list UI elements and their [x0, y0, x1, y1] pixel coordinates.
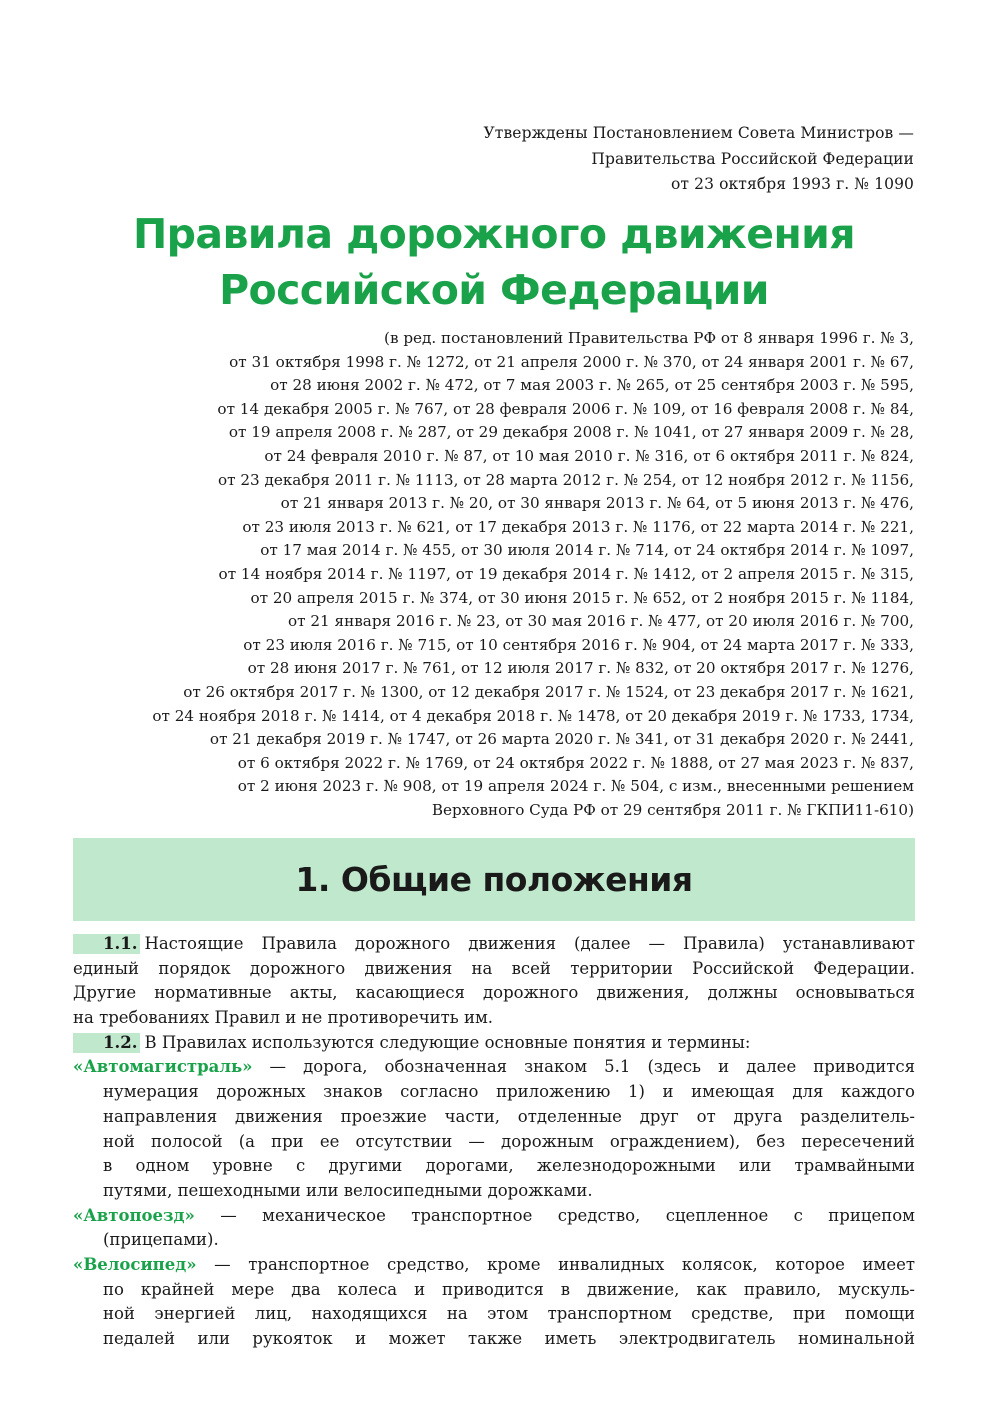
amendment-line: от 21 января 2013 г. № 20, от 30 января 2013 г. № 64, от 5 июня 2013 г. № 476,: [280, 494, 914, 513]
title-line: Правила дорожного движения: [132, 210, 856, 258]
term-definition: — дорога, обозначенная знаком 5.1 (здесь и далее приводится: [252, 1057, 915, 1077]
amendment-line: от 19 апреля 2008 г. № 287, от 29 декабря 2008 г. № 1041, от 27 января 2009 г. № 28,: [228, 423, 914, 442]
approval-note: [354, 121, 914, 198]
amendment-line: от 21 декабря 2019 г. № 1747, от 26 марта 2020 г. № 341, от 31 декабря 2020 г. № 2441,: [209, 730, 914, 749]
paragraph-line: Другие нормативные акты, касающиеся дорожного движения, должны основываться: [73, 983, 915, 1003]
amendment-line: от 24 ноября 2018 г. № 1414, от 4 декабря 2018 г. № 1478, от 20 декабря 2019 г. № 1733, 1734,: [152, 706, 914, 725]
term-line: ной полосой (а при ее отсутствии — дорожным ограждением), без пересечений: [103, 1131, 915, 1151]
amendment-line: от 26 октября 2017 г. № 1300, от 12 декабря 2017 г. № 1524, от 23 декабря 2017 г. № 1621,: [183, 682, 914, 701]
document-title: [74, 206, 914, 318]
paragraph-line: единый порядок дорожного движения на всей территории Российской Федерации.: [73, 958, 915, 978]
amendment-line: от 23 июля 2013 г. № 621, от 17 декабря 2013 г. № 1176, от 22 марта 2014 г. № 221,: [242, 517, 914, 536]
section-title: 1. Общие положения: [295, 860, 693, 899]
paragraph-line: [73, 1031, 915, 1056]
approval-line: Правительства Российской Федерации: [591, 149, 914, 168]
term-line: нумерация дорожных знаков согласно приложению 1) и имеющая для каждого: [103, 1082, 915, 1102]
paragraph-number: 1.1.: [73, 934, 140, 954]
amendment-line: от 28 июня 2017 г. № 761, от 12 июля 2017 г. № 832, от 20 октября 2017 г. № 1276,: [247, 659, 914, 678]
paragraph-text: Настоящие Правила дорожного движения (далее — Правила) устанавливают: [144, 934, 915, 953]
amendment-line: от 31 октября 1998 г. № 1272, от 21 апреля 2000 г. № 370, от 24 января 2001 г. № 67,: [229, 352, 914, 371]
section-body: [73, 932, 915, 1352]
amendment-line: от 6 октября 2022 г. № 1769, от 24 октября 2022 г. № 1888, от 27 мая 2023 г. № 837,: [237, 753, 914, 772]
term-name: «Автомагистраль»: [73, 1057, 253, 1077]
term-line: [73, 1055, 915, 1080]
amendment-line: от 14 ноября 2014 г. № 1197, от 19 декабря 2014 г. № 1412, от 2 апреля 2015 г. № 315,: [218, 564, 914, 583]
term-name: «Автопоезд»: [73, 1205, 195, 1225]
term-line: направления движения проезжие части, отделенные друг от друга разделитель-: [103, 1106, 915, 1126]
term-line: в одном уровне с другими дорогами, железнодорожными или трамвайными: [103, 1156, 915, 1176]
amendment-line: от 21 января 2016 г. № 23, от 30 мая 2016 г. № 477, от 20 июля 2016 г. № 700,: [287, 612, 914, 631]
approval-line: от 23 октября 1993 г. № 1090: [670, 175, 914, 193]
term-line: ной энергией лиц, находящихся на этом транспортном средстве, при помощи: [103, 1304, 915, 1324]
amendment-line: от 17 мая 2014 г. № 455, от 30 июля 2014 г. № 714, от 24 октября 2014 г. № 1097,: [260, 541, 914, 560]
term-line: по крайней мере два колеса и приводится в движение, как правило, мускуль-: [103, 1279, 915, 1299]
amendment-line: от 2 июня 2023 г. № 908, от 19 апреля 2024 г. № 504, с изм., внесенными решением: [237, 777, 914, 796]
amendment-line: Верховного Суда РФ от 29 сентября 2011 г. № ГКПИ11-610): [431, 800, 914, 819]
amendment-line: от 20 апреля 2015 г. № 374, от 30 июня 2015 г. № 652, от 2 ноября 2015 г. № 1184,: [250, 588, 914, 607]
term-name: «Велосипед»: [73, 1254, 197, 1274]
term-definition: — транспортное средство, кроме инвалидных колясок, которое имеет: [196, 1254, 915, 1274]
amendment-line: от 24 февраля 2010 г. № 87, от 10 мая 2010 г. № 316, от 6 октября 2011 г. № 824,: [264, 446, 914, 465]
section-header: [73, 838, 915, 921]
paragraph-number: 1.2.: [73, 1033, 140, 1053]
amendment-line: от 23 декабря 2011 г. № 1113, от 28 марта 2012 г. № 254, от 12 ноября 2012 г. № 1156,: [217, 470, 914, 489]
term-line: [73, 1204, 915, 1229]
title-line: Российской Федерации: [219, 266, 769, 314]
term-line: педалей или рукояток и может также иметь электродвигатель номинальной: [103, 1329, 915, 1348]
approval-line: Утверждены Постановлением Совета Министров —: [483, 124, 914, 142]
amendment-line: от 14 декабря 2005 г. № 767, от 28 февраля 2006 г. № 109, от 16 февраля 2008 г. № 84,: [217, 399, 914, 418]
paragraph-text: В Правилах используются следующие основные понятия и термины:: [144, 1032, 751, 1052]
amendment-line: от 23 июля 2016 г. № 715, от 10 сентября 2016 г. № 904, от 24 марта 2017 г. № 333,: [243, 635, 914, 654]
term-line: [73, 1253, 915, 1278]
paragraph-line: [73, 932, 915, 957]
term-definition: — механическое транспортное средство, сцепленное с прицепом: [194, 1205, 915, 1225]
term-line: (прицепами).: [103, 1230, 219, 1250]
amendment-line: (в ред. постановлений Правительства РФ от 8 января 1996 г. № 3,: [384, 329, 914, 347]
amendment-line: от 28 июня 2002 г. № 472, от 7 мая 2003 г. № 265, от 25 сентября 2003 г. № 595,: [270, 376, 914, 395]
paragraph-line: на требованиях Правил и не противоречить им.: [73, 1008, 494, 1028]
amendments-list: [114, 327, 914, 822]
term-line: путями, пешеходными или велосипедными дорожками.: [103, 1180, 593, 1200]
